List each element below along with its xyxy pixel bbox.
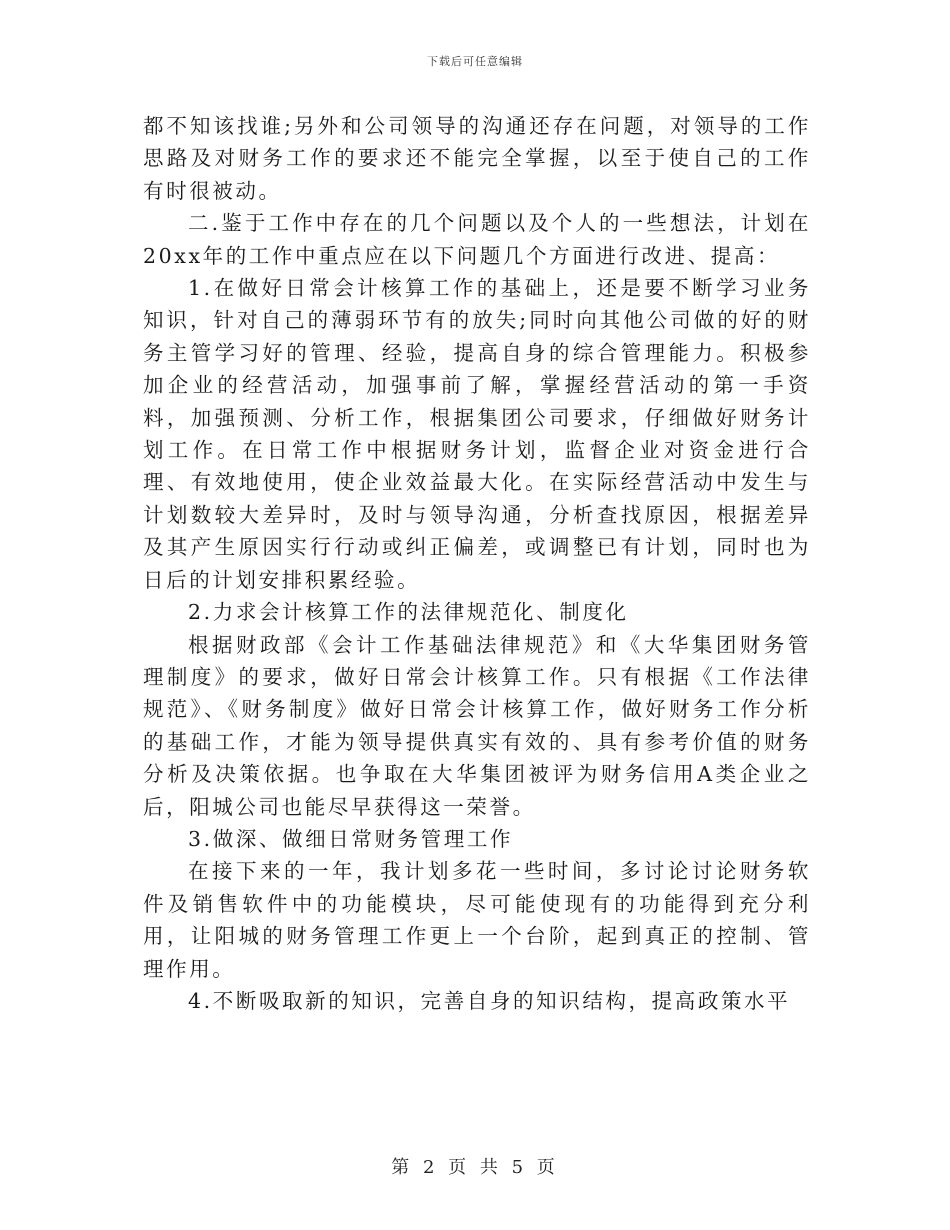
paragraph-3: 1.在做好日常会计核算工作的基础上，还是要不断学习业务知识，针对自己的薄弱环节有的放失;同时向其他公司做的好的财务主管学习好的管理、经验，提高自身的综合管理能力。积极参加企业的经营活动，加强事前了解，掌握经营活动的第一手资料，加强预测、分析工作，根据集团公司要求，仔细做好财务计划工作。在日常工作中根据财务计划，监督企业对资金进行合理、有效地使用，使企业效益最大化。在实际经营活动中发生与计划数较大差异时，及时与领导沟通，分析查找原因，根据差异及其产生原因实行行动或纠正偏差，或调整已有计划，同时也为日后的计划安排积累经验。 — [143, 276, 811, 592]
document-body — [143, 110, 811, 1017]
paragraph-6: 3.做深、做细日常财务管理工作 — [188, 826, 514, 851]
paragraph-8: 4.不断吸取新的知识，完善自身的知识结构，提高政策水平 — [188, 988, 791, 1013]
page-header: 下载后可任意编辑 — [427, 55, 523, 68]
paragraph-2: 二.鉴于工作中存在的几个问题以及个人的一些想法，计划在20xx年的工作中重点应在以下问题几个方面进行改进、提高： — [143, 211, 811, 268]
page-footer: 第 2 页 共 5 页 — [391, 1157, 559, 1178]
paragraph-4: 2.力求会计核算工作的法律规范化、制度化 — [188, 600, 629, 625]
paragraph-5: 根据财政部《会计工作基础法律规范》和《大华集团财务管理制度》的要求，做好日常会计核算工作。只有根据《工作法律规范》、《财务制度》做好日常会计核算工作，做好财务工作分析的基础工作，才能为领导提供真实有效的、具有参考价值的财务分析及决策依据。也争取在大华集团被评为财务信用A类企业之后，阳城公司也能尽早获得这一荣誉。 — [143, 632, 811, 819]
paragraph-1: 都不知该找谁;另外和公司领导的沟通还存在问题，对领导的工作思路及对财务工作的要求还不能完全掌握，以至于使自己的工作有时很被动。 — [143, 114, 811, 203]
paragraph-7: 在接下来的一年，我计划多花一些时间，多讨论讨论财务软件及销售软件中的功能模块，尽可能使现有的功能得到充分利用，让阳城的财务管理工作更上一个台阶，起到真正的控制、管理作用。 — [143, 859, 811, 981]
